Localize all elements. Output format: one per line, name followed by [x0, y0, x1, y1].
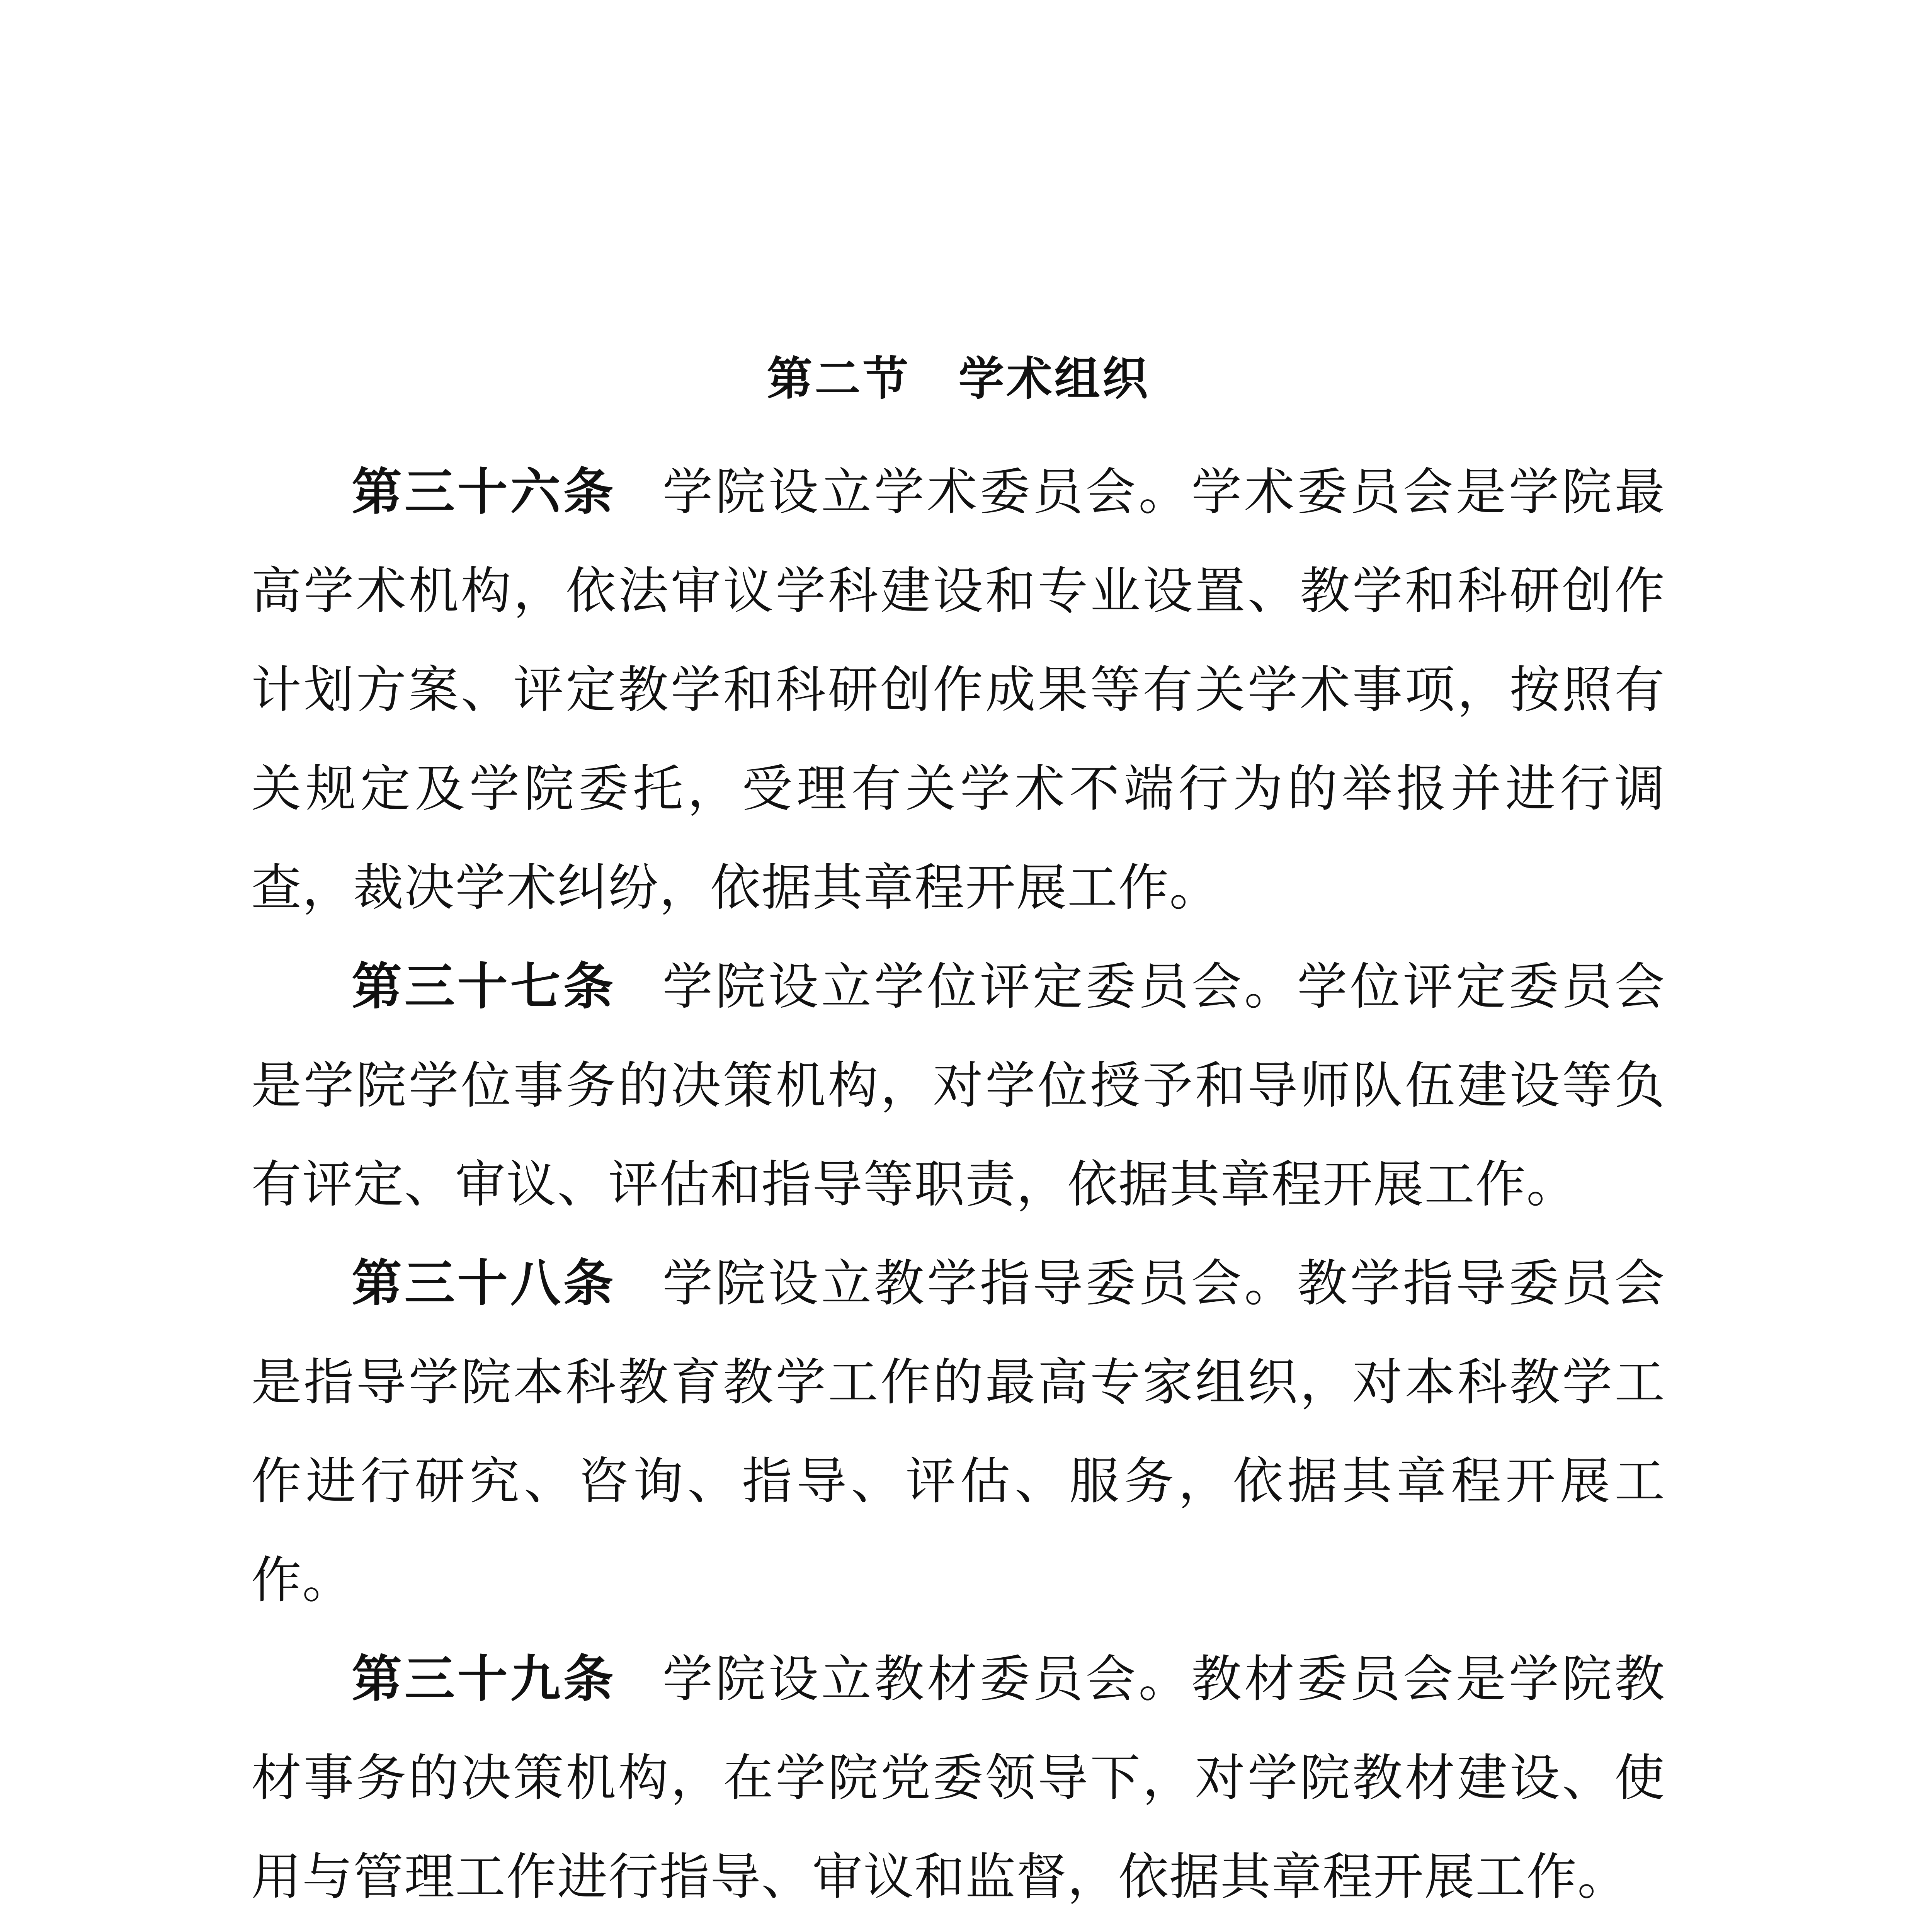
article-36	[251, 442, 1665, 937]
section-title: 第二节 学术组织	[767, 352, 1150, 405]
article-text: 学院设立教学指导委员会。教学指导委员会是指导学院本科教育教学工作的最高专家组织，对本科教学工作进行研究、咨询、指导、评估、服务，依据其章程开展工作。	[251, 1254, 1665, 1609]
article-39	[251, 1629, 1665, 1926]
article-list	[251, 442, 1665, 1932]
article-text: 学院设立教材委员会。教材委员会是学院教材事务的决策机构，在学院党委领导下，对学院教材建设、使用与管理工作进行指导、审议和监督，依据其章程开展工作。	[251, 1650, 1665, 1906]
article-number: 第三十七条	[352, 957, 616, 1016]
article-text: 学院设立学位评定委员会。学位评定委员会是学院学位事务的决策机构，对学位授予和导师队伍建设等负有评定、审议、评估和指导等职责，依据其章程开展工作。	[251, 957, 1665, 1214]
article-38	[251, 1234, 1665, 1629]
article-number: 第三十六条	[352, 463, 616, 521]
article-37	[251, 937, 1665, 1234]
article-number: 第三十八条	[352, 1254, 616, 1313]
article-number: 第三十九条	[352, 1650, 616, 1708]
article-text: 学院设立学术委员会。学术委员会是学院最高学术机构，依法审议学科建设和专业设置、教学和科研创作计划方案、评定教学和科研创作成果等有关学术事项，按照有关规定及学院委托，受理有关学术不端行为的举报并进行调查，裁决学术纠纷，依据其章程开展工作。	[251, 463, 1665, 917]
article-40	[251, 1926, 1665, 1932]
